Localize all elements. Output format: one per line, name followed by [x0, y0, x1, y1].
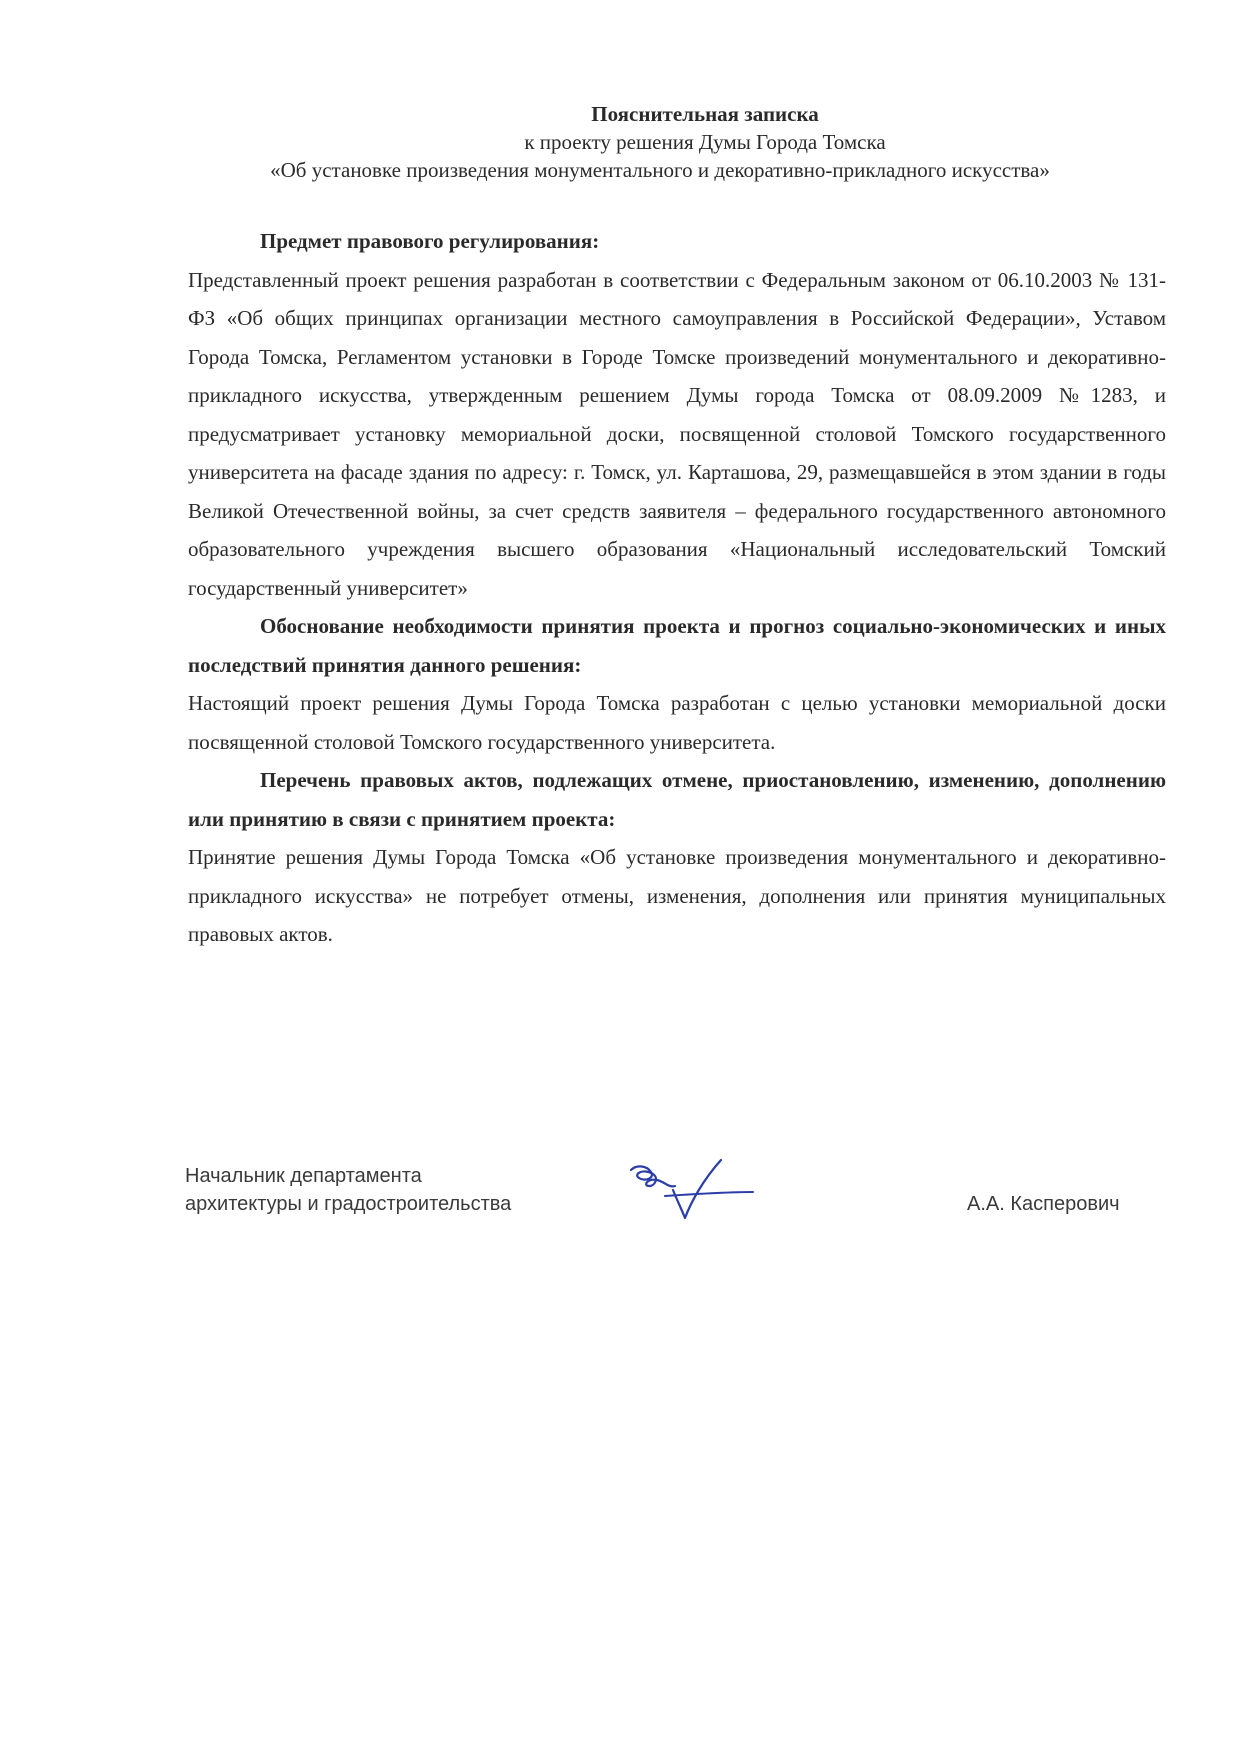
section-text-justification: Настоящий проект решения Думы Города Томска разработан с целью установки мемориальной доски посвященной столовой Томского государственного университета.: [188, 691, 1166, 754]
section-text-legal-acts: Принятие решения Думы Города Томска «Об установке произведения монументального и декоративно-прикладного искусства» не потребует отмены, изменения, дополнения или принятия муниципальных правовых актов.: [188, 845, 1166, 946]
signatory-position-line2: архитектуры и градостроительства: [185, 1193, 512, 1215]
signatory-name: А.А. Касперович: [967, 1193, 1120, 1215]
signatory-position: [185, 1162, 511, 1218]
document-header: [160, 100, 1160, 184]
section-heading-justification: Обоснование необходимости принятия проекта и прогноз социально-экономических и иных последствий принятия данного решения:: [188, 614, 1166, 677]
document-body: [188, 222, 1166, 954]
signatory-position-line1: Начальник департамента: [185, 1165, 422, 1187]
section-text-subject: Представленный проект решения разработан в соответствии с Федеральным законом от 06.10.2003 № 131-ФЗ «Об общих принципах организации местного самоуправления в Российской Федерации», Уставом Города Томска, Регламентом установки в Городе Томске произведений монументального и декоративно-прикладного искусства, утвержденным решением Думы города Томска от 08.09.2009 №1283, и предусматривает установку мемориальной доски, посвященной столовой Томского государственного университета на фасаде здания по адресу: г. Томск, ул. Карташова, 29, размещавшейся в этом здании в годы Великой Отечественной войны, за счет средств заявителя – федерального государственного автономного образовательного учреждения высшего образования «Национальный исследовательский Томский государственный университет»: [188, 267, 1166, 600]
document-subtitle: к проекту решения Думы Города Томска: [524, 130, 886, 154]
section-heading-legal-acts: Перечень правовых актов, подлежащих отмене, приостановлению, изменению, дополнению или принятию в связи с принятием проекта:: [188, 768, 1166, 831]
document-title: Пояснительная записка: [591, 102, 819, 126]
document-subject: «Об установке произведения монументального и декоративно-прикладного искусства»: [270, 158, 1050, 182]
section-heading-subject: Предмет правового регулирования:: [260, 229, 600, 253]
handwritten-signature: [625, 1156, 755, 1226]
signature-block: [185, 1162, 1185, 1252]
